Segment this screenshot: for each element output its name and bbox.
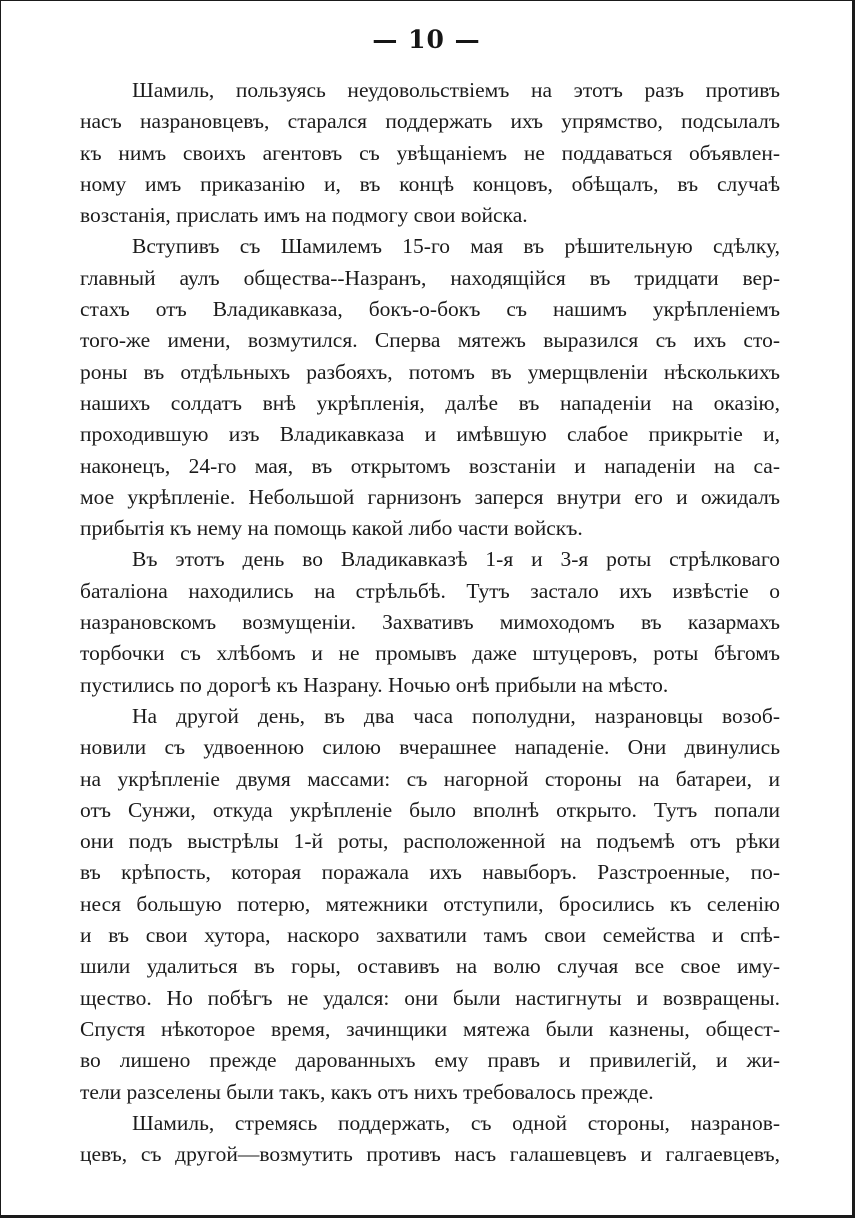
text-line: къ нимъ своихъ агентовъ съ увѣщаніемъ не поддаваться объявлен- xyxy=(80,140,780,165)
paragraph xyxy=(80,1108,780,1171)
text-line: того-же имени, возмутился. Сперва мятежъ выразился съ ихъ сто- xyxy=(80,328,780,353)
paragraph xyxy=(80,701,780,1108)
text-line: цевъ, съ другой—возмутить противъ насъ галашевцевъ и галгаевцевъ, xyxy=(80,1142,780,1167)
text-line: въ крѣпость, которая поражала ихъ навыборъ. Разстроенные, по- xyxy=(80,860,780,885)
text-line: они подъ выстрѣлы 1-й роты, расположенной на подъемѣ отъ рѣки xyxy=(80,829,780,854)
text-line: неся большую потерю, мятежники отступили, бросились къ селенію xyxy=(80,891,780,916)
text-line: отъ Сунжи, откуда укрѣпленіе было вполнѣ открыто. Тутъ попали xyxy=(80,797,780,822)
text-line: новили съ удвоенною силою вчерашнее нападеніе. Они двинулись xyxy=(80,735,780,760)
text-line: нашихъ солдатъ внѣ укрѣпленія, далѣе въ нападеніи на оказію, xyxy=(80,390,780,415)
text-line: торбочки съ хлѣбомъ и не промывъ даже штуцеровъ, роты бѣгомъ xyxy=(80,641,780,666)
text-line: на укрѣпленіе двумя массами: съ нагорной стороны на батареи, и xyxy=(80,766,780,791)
text-line: мое укрѣпленіе. Небольшой гарнизонъ заперся внутри его и ожидалъ xyxy=(80,484,780,509)
text-line: и въ свои хутора, наскоро захватили тамъ свои семейства и спѣ- xyxy=(80,923,780,948)
text-line: Вступивъ съ Шамилемъ 15-го мая въ рѣшительную сдѣлку, xyxy=(132,234,780,259)
text-line: главный аулъ общества--Назранъ, находящійся въ тридцати вер- xyxy=(80,265,780,290)
text-line: тели разселены были такъ, какъ отъ нихъ требовалось прежде. xyxy=(80,1079,654,1104)
text-line: Спустя нѣкоторое время, зачинщики мятежа были казнены, общест- xyxy=(80,1016,780,1041)
page-number: — 10 — xyxy=(372,25,481,54)
text-line: Шамиль, стремясь поддержать, съ одной стороны, назранов- xyxy=(132,1110,780,1135)
text-line: шили удалиться въ горы, оставивъ на волю случая все свое иму- xyxy=(80,954,780,979)
text-line: прибытія къ нему на помощь какой либо части войскъ. xyxy=(80,516,583,541)
text-line: щество. Но побѣгъ не удался: они были настигнуты и возвращены. xyxy=(80,985,780,1010)
text-line: проходившую изъ Владикавказа и имѣвшую слабое прикрытіе и, xyxy=(80,422,780,447)
paragraph xyxy=(80,75,780,231)
paragraph xyxy=(80,231,780,544)
text-line: насъ назрановцевъ, старался поддержать ихъ упрямство, подсылалъ xyxy=(80,109,780,134)
text-line: назрановскомъ возмущеніи. Захвативъ мимоходомъ въ казармахъ xyxy=(80,610,780,635)
text-line: На другой день, въ два часа пополудни, назрановцы возоб- xyxy=(132,703,780,728)
text-line: баталіона находились на стрѣльбѣ. Тутъ застало ихъ извѣстіе о xyxy=(80,578,780,603)
text-line: стахъ отъ Владикавказа, бокъ-о-бокъ съ нашимъ укрѣпленіемъ xyxy=(80,297,780,322)
text-line: Шамиль, пользуясь неудовольствіемъ на этотъ разъ противъ xyxy=(132,78,780,102)
text-line: пустились по дорогѣ къ Назрану. Ночью онѣ прибыли на мѣсто. xyxy=(80,672,669,697)
text-line: наконецъ, 24-го мая, въ открытомъ возстаніи и нападеніи на са- xyxy=(80,453,780,478)
text-body xyxy=(80,75,780,1170)
text-line: Въ этотъ день во Владикавказѣ 1-я и 3-я роты стрѣлковаго xyxy=(132,547,780,572)
text-line: возстанія, прислать имъ на подмогу свои войска. xyxy=(80,203,528,228)
text-line: роны въ отдѣльныхъ разбояхъ, потомъ въ умерщвленіи нѣсколькихъ xyxy=(80,359,780,384)
text-line: во лишено прежде дарованныхъ ему правъ и привилегій, и жи- xyxy=(80,1048,780,1073)
text-line: ному имъ приказанію и, въ концѣ концовъ, обѣщалъ, въ случаѣ xyxy=(80,171,780,196)
paragraph xyxy=(80,544,780,700)
